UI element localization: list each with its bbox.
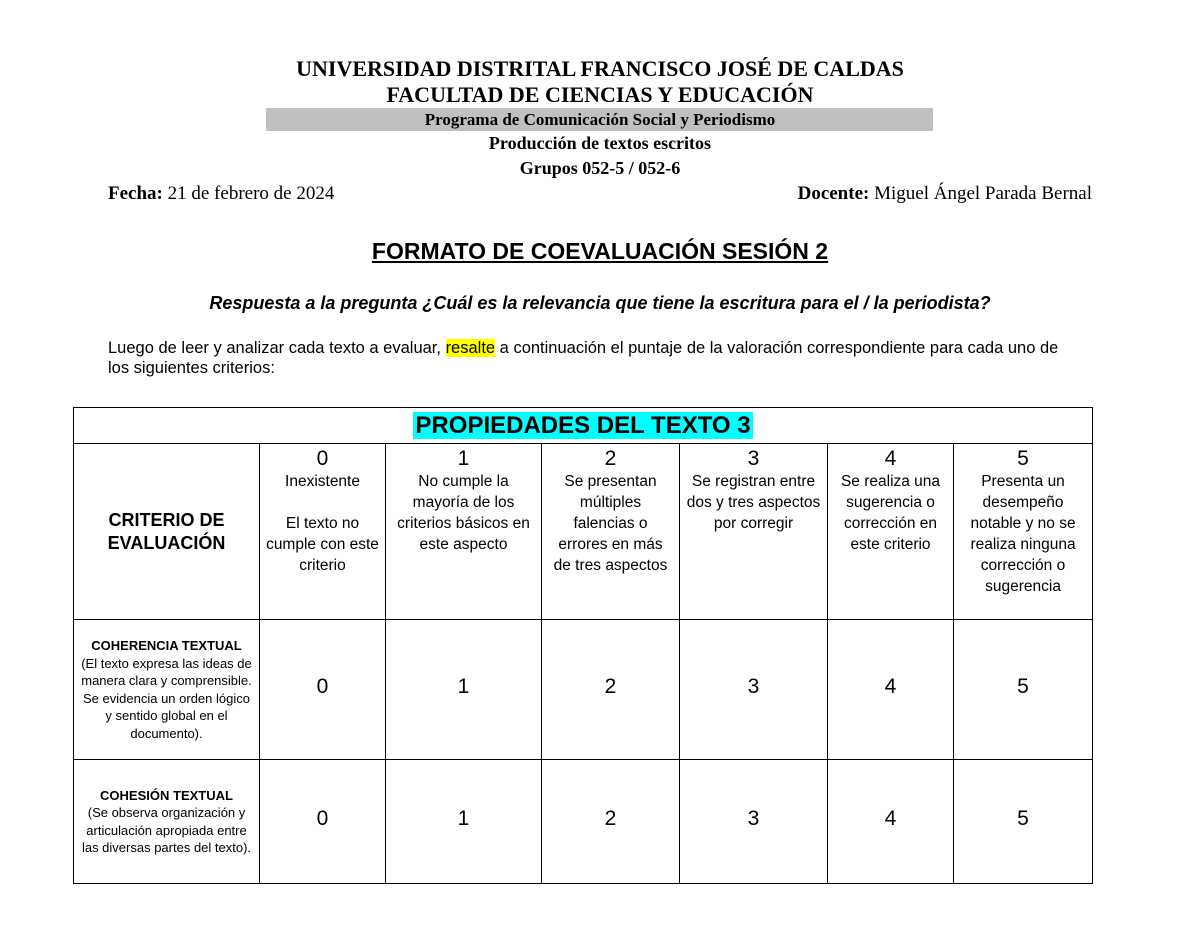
criterion-cell: [74, 760, 260, 884]
score-option-5[interactable]: 5: [954, 760, 1093, 884]
criterion-row-coherencia: [74, 620, 1093, 760]
teacher-line: [798, 183, 1092, 205]
criterion-row-cohesion: [74, 760, 1093, 884]
level-description: Presenta un desempeño notable y no se realiza ninguna corrección o sugerencia: [970, 473, 1076, 595]
date-label: Fecha:: [108, 183, 163, 204]
criterion-name: COHERENCIA TEXTUAL: [91, 638, 242, 653]
level-description: No cumple la mayoría de los criterios básicos en este aspecto: [397, 473, 530, 553]
criterion-description: (El texto expresa las ideas de manera clara y comprensible. Se evidencia un orden lógico y sentido global en el documento).: [81, 655, 252, 741]
criterion-description: (Se observa organización y articulación apropiada entre las diversas partes del texto).: [81, 805, 252, 855]
intro-text-before: Luego de leer y analizar cada texto a evaluar,: [108, 339, 446, 357]
level-description: Se presentan múltiples falencias o errores en más de tres aspectos: [553, 473, 668, 574]
level-number: 3: [747, 447, 760, 470]
criterion-cell: [74, 620, 260, 760]
level-2-header: [542, 444, 680, 620]
score-option-3[interactable]: 3: [680, 760, 828, 884]
university-name: UNIVERSIDAD DISTRITAL FRANCISCO JOSÉ DE CALDAS: [296, 56, 904, 81]
score-option-4[interactable]: 4: [828, 620, 954, 760]
score-option-2[interactable]: 2: [542, 620, 680, 760]
level-number: 2: [604, 447, 617, 470]
score-option-0[interactable]: 0: [260, 620, 386, 760]
course-name: Producción de textos escritos: [488, 133, 712, 153]
level-description: Inexistente El texto no cumple con este criterio: [266, 473, 379, 574]
score-option-1[interactable]: 1: [386, 620, 542, 760]
score-option-3[interactable]: 3: [680, 620, 828, 760]
level-3-header: [680, 444, 828, 620]
level-0-header: [260, 444, 386, 620]
teacher-value: Miguel Ángel Parada Bernal: [869, 183, 1092, 204]
level-number: 4: [884, 447, 897, 470]
groups-label: Grupos 052-5 / 052-6: [519, 158, 681, 178]
level-description: Se registran entre dos y tres aspectos por corregir: [686, 473, 821, 532]
table-caption-cell: [74, 408, 1093, 444]
criterion-name: COHESIÓN TEXTUAL: [100, 787, 233, 803]
score-option-4[interactable]: 4: [828, 760, 954, 884]
level-number: 5: [1017, 447, 1029, 470]
score-option-5[interactable]: 5: [954, 620, 1093, 760]
date-line: [108, 183, 334, 205]
intro-text-after: a continuación el puntaje de la valoración correspondiente para cada uno de los siguientes criterios:: [108, 339, 1059, 377]
intro-highlight: resalte: [445, 339, 496, 357]
date-value: 21 de febrero de 2024: [162, 183, 335, 204]
level-number: 1: [457, 447, 470, 470]
table-caption: PROPIEDADES DEL TEXTO 3: [415, 411, 751, 439]
teacher-label: Docente:: [797, 183, 870, 204]
score-option-2[interactable]: 2: [542, 760, 680, 884]
program-name: Programa de Comunicación Social y Periodismo: [424, 110, 776, 129]
level-5-header: [954, 444, 1093, 620]
criteria-header: [74, 444, 260, 620]
level-description: Se realiza una sugerencia o corrección en este criterio: [840, 473, 941, 553]
level-number: 0: [316, 447, 329, 470]
criteria-header-text: CRITERIO DE EVALUACIÓN: [107, 509, 226, 553]
level-4-header: [828, 444, 954, 620]
score-option-0[interactable]: 0: [260, 760, 386, 884]
question-text: Respuesta a la pregunta ¿Cuál es la relevancia que tiene la escritura para el / la periodista?: [209, 293, 991, 313]
levels-header-row: [74, 444, 1093, 620]
level-1-header: [386, 444, 542, 620]
score-option-1[interactable]: 1: [386, 760, 542, 884]
evaluation-table: [73, 407, 1093, 884]
form-title: FORMATO DE COEVALUACIÓN SESIÓN 2: [371, 238, 829, 264]
intro-paragraph: [108, 338, 1068, 378]
faculty-name: FACULTAD DE CIENCIAS Y EDUCACIÓN: [386, 82, 814, 107]
